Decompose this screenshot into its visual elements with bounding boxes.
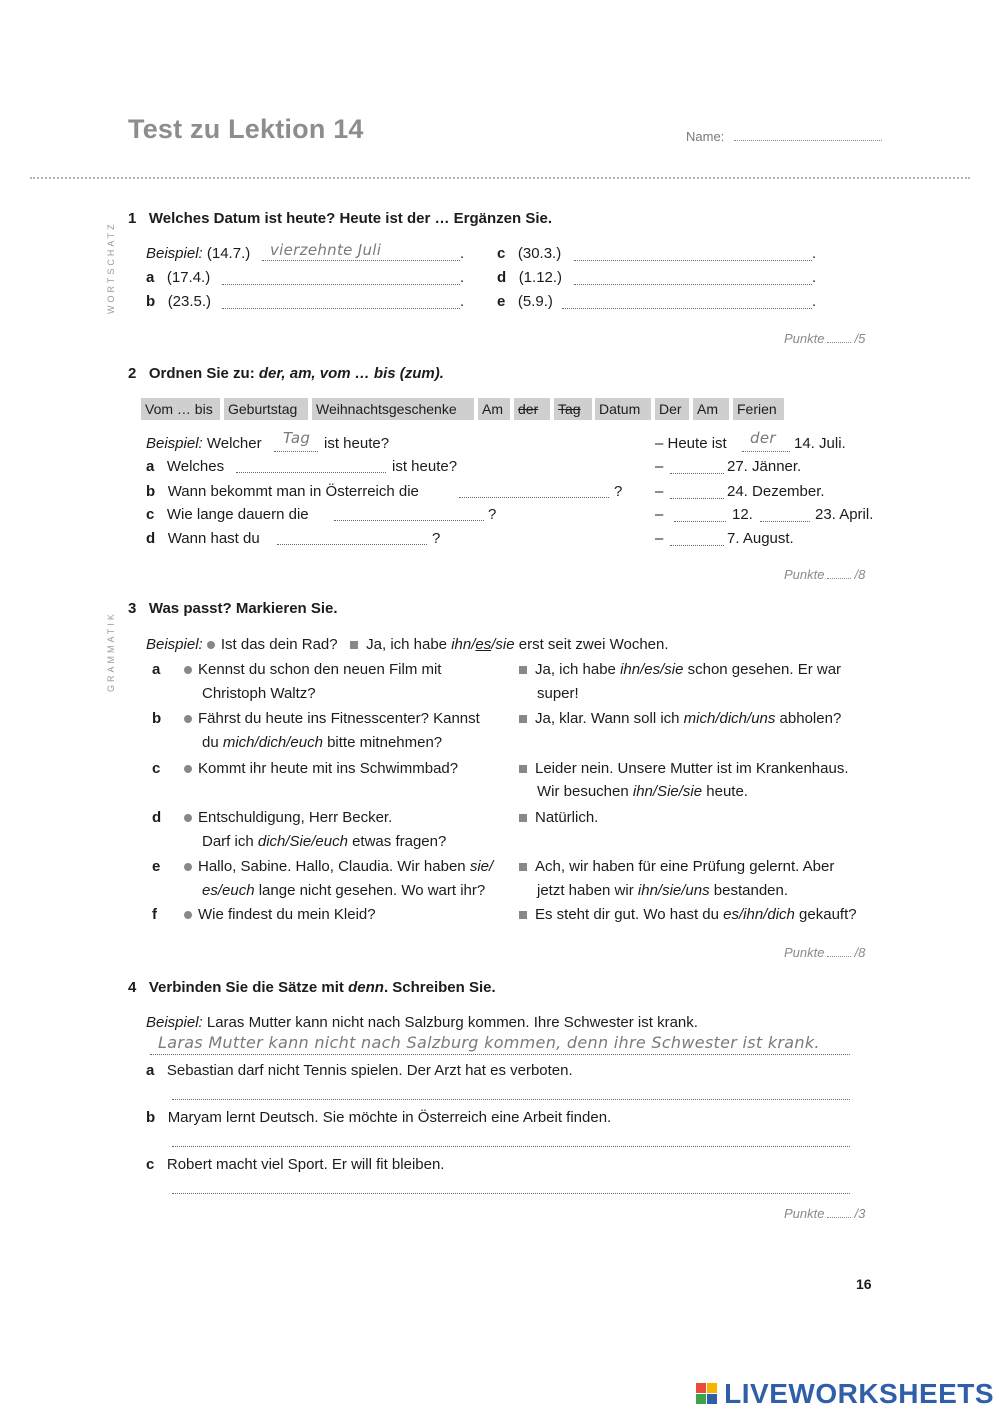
ex3-item-letter: e: [152, 858, 161, 875]
ex3-item-a: Es steht dir gut. Wo hast du es/ihn/dich gekauft?: [519, 905, 857, 925]
ex2-answer-field-d[interactable]: [277, 544, 427, 545]
ex1-points: [784, 331, 865, 346]
ex2-item-a: 27. Jänner.: [727, 458, 802, 475]
ex3-choice[interactable]: sie/: [469, 858, 494, 875]
ex4-answer-field-b[interactable]: [172, 1146, 850, 1147]
word-bank-item[interactable]: Vom … bis: [141, 398, 220, 420]
ex2-answer2-field-a[interactable]: [670, 473, 724, 474]
ex2-item-a2: 23. April.: [815, 506, 874, 523]
points-label: Punkte: [784, 945, 825, 960]
ex1-item: [497, 268, 562, 288]
header-divider: [30, 177, 970, 179]
ex3-example-a-pre: Ja, ich habe: [366, 636, 448, 653]
ex1-instruction: Welches Datum ist heute? Heute ist der … Ergänzen Sie.: [148, 210, 553, 227]
ex4-example-line: [150, 1054, 850, 1055]
page-title: Test zu Lektion 14: [128, 114, 364, 144]
square-bullet-icon: [519, 911, 527, 919]
bullet-icon: [207, 641, 215, 649]
ex2-answer3-field-c[interactable]: [760, 521, 810, 522]
ex4-item-text: Maryam lernt Deutsch. Sie möchte in Österreich eine Arbeit finden.: [167, 1109, 612, 1126]
ex4-item: [146, 1061, 573, 1081]
ex3-heading: [128, 600, 338, 617]
ex4-instruction-post: . Schreiben Sie.: [383, 979, 496, 996]
ex1-item: [497, 244, 561, 264]
ex3-item-letter: a: [152, 661, 161, 678]
ex3-choice[interactable]: ihn/es/sie: [620, 661, 684, 678]
ex4-example-text: Laras Mutter kann nicht nach Salzburg kommen. Ihre Schwester ist krank.: [206, 1014, 698, 1031]
ex3-item-letter: d: [152, 809, 162, 826]
ex4-item: [146, 1108, 611, 1128]
ex1-period: .: [460, 293, 465, 310]
square-bullet-icon: [519, 863, 527, 871]
ex1-period: .: [460, 269, 465, 286]
ex2-example-a-line: [742, 451, 790, 452]
ex1-example-label: Beispiel:: [146, 245, 203, 262]
ex4-item-text: Sebastian darf nicht Tennis spielen. Der Arzt hat es verboten.: [166, 1062, 573, 1079]
ex3-example-opt1: ihn/: [451, 636, 476, 653]
ex2-example-q-answer: Tag: [283, 429, 311, 447]
ex3-item-a: Leider nein. Unsere Mutter ist im Krankenhaus.: [519, 759, 848, 779]
ex2-answer-field-c[interactable]: [334, 520, 484, 521]
ex1-example: [146, 244, 250, 264]
ex2-answer-field-a[interactable]: [236, 472, 386, 473]
ex4-example: [146, 1013, 698, 1033]
ex2-example-q2: ist heute?: [324, 435, 390, 452]
ex4-number: 4: [128, 979, 137, 996]
ex2-instruction-prefix: Ordnen Sie zu:: [148, 365, 255, 382]
ex1-item-date: (23.5.): [167, 293, 212, 310]
word-bank-item[interactable]: Geburtstag: [224, 398, 308, 420]
ex2-item: [146, 529, 260, 549]
ex2-answer-field-b[interactable]: [459, 497, 609, 498]
ex4-instruction-pre: Verbinden Sie die Sätze mit: [148, 979, 344, 996]
ex3-item-q: Kennst du schon den neuen Film mit: [184, 660, 441, 680]
ex4-instruction-word: denn: [348, 979, 384, 996]
ex2-answer2-field-d[interactable]: [670, 545, 724, 546]
ex4-answer-field-a[interactable]: [172, 1099, 850, 1100]
ex1-period: .: [812, 293, 817, 310]
ex4-example-label: Beispiel:: [146, 1014, 203, 1031]
ex4-points: [784, 1206, 865, 1221]
word-bank-item[interactable]: Der: [655, 398, 689, 420]
ex3-item-q-line2: Darf ich dich/Sie/euch etwas fragen?: [202, 833, 447, 850]
ex3-choice[interactable]: es/ihn/dich: [723, 906, 795, 923]
side-label-wortschatz: WORTSCHATZ: [106, 221, 116, 314]
word-bank-item-used: der: [514, 398, 550, 420]
ex2-item-letter: b: [146, 483, 156, 500]
points-max: /5: [854, 331, 866, 346]
ex1-number: 1: [128, 210, 137, 227]
ex1-example-period: .: [460, 245, 465, 262]
ex3-item-q: Kommt ihr heute mit ins Schwimmbad?: [184, 759, 458, 779]
ex3-item-q: Wie findest du mein Kleid?: [184, 905, 376, 925]
ex1-item-letter: b: [146, 293, 156, 310]
ex1-answer-field-b[interactable]: [222, 308, 460, 309]
bullet-icon: [184, 666, 192, 674]
word-bank-item[interactable]: Datum: [595, 398, 651, 420]
ex2-example-a-answer: der: [750, 429, 776, 447]
ex3-choice[interactable]: dich/Sie/euch: [257, 833, 348, 850]
word-bank-item[interactable]: Am: [693, 398, 729, 420]
ex3-item-a: Ja, klar. Wann soll ich mich/dich/uns abholen?: [519, 709, 841, 729]
ex3-item-q-line2: du mich/dich/euch bitte mitnehmen?: [202, 734, 443, 751]
ex1-example-answer: vierzehnte Juli: [270, 241, 382, 259]
points-max: /8: [854, 945, 866, 960]
ex2-item-letter: c: [146, 506, 155, 523]
ex2-item-q2: ?: [488, 506, 497, 523]
name-label: Name:: [686, 129, 725, 144]
ex2-dash: –: [655, 458, 664, 475]
ex2-item-q1: Wann hast du: [167, 530, 260, 547]
ex3-item-q-line2: es/euch lange nicht gesehen. Wo wart ihr?: [202, 882, 486, 899]
ex3-item-a: Ja, ich habe ihn/es/sie schon gesehen. Er war: [519, 660, 841, 680]
ex2-item-q2: ?: [614, 483, 623, 500]
ex1-example-line: [262, 260, 460, 261]
ex1-answer-field-e[interactable]: [562, 308, 812, 309]
liveworksheets-logo[interactable]: [696, 1378, 994, 1410]
points-label: Punkte: [784, 1206, 825, 1221]
ex3-item-a-line2: Wir besuchen ihn/Sie/sie heute.: [537, 783, 748, 800]
ex2-dash: –: [655, 483, 664, 500]
bullet-icon: [184, 715, 192, 723]
ex3-item-letter: b: [152, 710, 162, 727]
ex1-item-date: (5.9.): [517, 293, 553, 310]
ex1-period: .: [812, 245, 817, 262]
ex2-item: [146, 457, 224, 477]
ex3-number: 3: [128, 600, 137, 617]
ex1-example-date: (14.7.): [206, 245, 251, 262]
ex1-item: [146, 292, 211, 312]
ex2-item-a: 7. August.: [727, 530, 794, 547]
bullet-icon: [184, 911, 192, 919]
ex1-answer-field-c[interactable]: [574, 260, 812, 261]
ex1-item-date: (30.3.): [517, 245, 562, 262]
ex3-choice[interactable]: mich/dich/uns: [683, 710, 776, 727]
ex2-points: [784, 567, 865, 582]
ex3-example-q: Ist das dein Rad?: [220, 636, 338, 653]
ex1-item: [497, 292, 553, 312]
ex2-example: [146, 434, 262, 454]
name-input-line[interactable]: [734, 140, 882, 141]
ex1-period: .: [812, 269, 817, 286]
word-bank-item[interactable]: Am: [478, 398, 510, 420]
ex4-answer-field-c[interactable]: [172, 1193, 850, 1194]
ex1-item-letter: e: [497, 293, 506, 310]
ex3-item-a-line2: super!: [537, 685, 579, 702]
ex2-item-letter: d: [146, 530, 156, 547]
ex2-item-q1: Wann bekommt man in Österreich die: [167, 483, 419, 500]
ex2-item: [146, 482, 419, 502]
ex2-example-q1: Welcher: [206, 435, 262, 452]
ex4-item-letter: b: [146, 1109, 156, 1126]
points-label: Punkte: [784, 331, 825, 346]
ex2-item-q2: ist heute?: [392, 458, 458, 475]
ex2-instruction-words: der, am, vom … bis (zum).: [258, 365, 444, 382]
ex3-example-opt-marked: es: [475, 636, 492, 653]
bullet-icon: [184, 863, 192, 871]
ex3-item-q: Hallo, Sabine. Hallo, Claudia. Wir haben sie/: [184, 857, 493, 877]
ex2-example-line: [274, 451, 318, 452]
square-bullet-icon: [519, 814, 527, 822]
ex4-example-answer: Laras Mutter kann nicht nach Salzburg kommen, denn ihre Schwester ist krank.: [158, 1033, 820, 1052]
ex2-answer2-field-b[interactable]: [670, 498, 724, 499]
ex3-item-q: Fährst du heute ins Fitnesscenter? Kannst: [184, 709, 480, 729]
page-number: 16: [856, 1276, 872, 1292]
liveworksheets-logo-icon: [696, 1383, 718, 1405]
ex1-item-letter: c: [497, 245, 506, 262]
ex2-item: [146, 505, 309, 525]
ex2-item-q1: Wie lange dauern die: [166, 506, 309, 523]
bullet-icon: [184, 814, 192, 822]
ex3-item-q-line2: Christoph Waltz?: [202, 685, 316, 702]
ex2-example-a2: 14. Juli.: [794, 435, 846, 452]
side-label-grammatik: GRAMMATIK: [106, 611, 116, 692]
points-max: /8: [854, 567, 866, 582]
ex2-number: 2: [128, 365, 137, 382]
ex3-choice[interactable]: ihn/Sie/sie: [632, 783, 703, 800]
ex3-item-a: Natürlich.: [519, 808, 598, 828]
ex3-example-a-post: erst seit zwei Wochen.: [518, 636, 669, 653]
ex1-answer-field-d[interactable]: [574, 284, 812, 285]
ex2-dash: –: [655, 530, 664, 547]
ex2-answer2-field-c[interactable]: [674, 521, 726, 522]
word-bank-item-used: Tag: [554, 398, 592, 420]
ex3-instruction: Was passt? Markieren Sie.: [148, 600, 338, 617]
ex1-answer-field-a[interactable]: [222, 284, 460, 285]
ex3-item-q: Entschuldigung, Herr Becker.: [184, 808, 392, 828]
ex3-choice[interactable]: ihn/sie/uns: [637, 882, 710, 899]
ex3-item-letter: f: [152, 906, 157, 923]
ex3-choice[interactable]: es/euch: [202, 882, 255, 899]
ex4-item-letter: c: [146, 1156, 155, 1173]
square-bullet-icon: [519, 765, 527, 773]
ex3-example-label: Beispiel:: [146, 636, 203, 653]
ex2-dash: –: [655, 506, 664, 523]
ex4-item-text: Robert macht viel Sport. Er will fit bleiben.: [166, 1156, 445, 1173]
points-max: /3: [854, 1206, 866, 1221]
points-label: Punkte: [784, 567, 825, 582]
ex2-item-a1: 12.: [732, 506, 753, 523]
ex4-item: [146, 1155, 444, 1175]
ex4-heading: [128, 979, 496, 996]
bullet-icon: [184, 765, 192, 773]
ex1-item-date: (17.4.): [166, 269, 211, 286]
ex1-item-letter: a: [146, 269, 155, 286]
ex2-heading: [128, 365, 444, 382]
square-bullet-icon: [519, 666, 527, 674]
ex3-example-opt3: /sie: [491, 636, 515, 653]
ex3-item-a: Ach, wir haben für eine Prüfung gelernt. Aber: [519, 857, 834, 877]
ex3-points: [784, 945, 865, 960]
ex3-item-letter: c: [152, 760, 161, 777]
ex3-item-a-line2: jetzt haben wir ihn/sie/uns bestanden.: [537, 882, 789, 899]
ex1-item: [146, 268, 210, 288]
ex2-example-label: Beispiel:: [146, 435, 203, 452]
ex3-choice[interactable]: mich/dich/euch: [222, 734, 323, 751]
ex2-item-q2: ?: [432, 530, 441, 547]
logo-text: LIVEWORKSHEETS: [724, 1378, 995, 1409]
word-bank-item[interactable]: Weihnachtsgeschenke: [312, 398, 474, 420]
ex4-item-letter: a: [146, 1062, 155, 1079]
ex2-example-a1: – Heute ist: [655, 435, 727, 452]
word-bank-item[interactable]: Ferien: [733, 398, 784, 420]
ex3-example: [146, 635, 669, 655]
ex1-heading: [128, 210, 552, 227]
ex1-item-date: (1.12.): [518, 269, 563, 286]
ex2-item-q1: Welches: [166, 458, 225, 475]
ex1-item-letter: d: [497, 269, 507, 286]
square-bullet-icon: [519, 715, 527, 723]
ex2-item-a: 24. Dezember.: [727, 483, 825, 500]
square-bullet-icon: [350, 641, 358, 649]
ex2-item-letter: a: [146, 458, 155, 475]
